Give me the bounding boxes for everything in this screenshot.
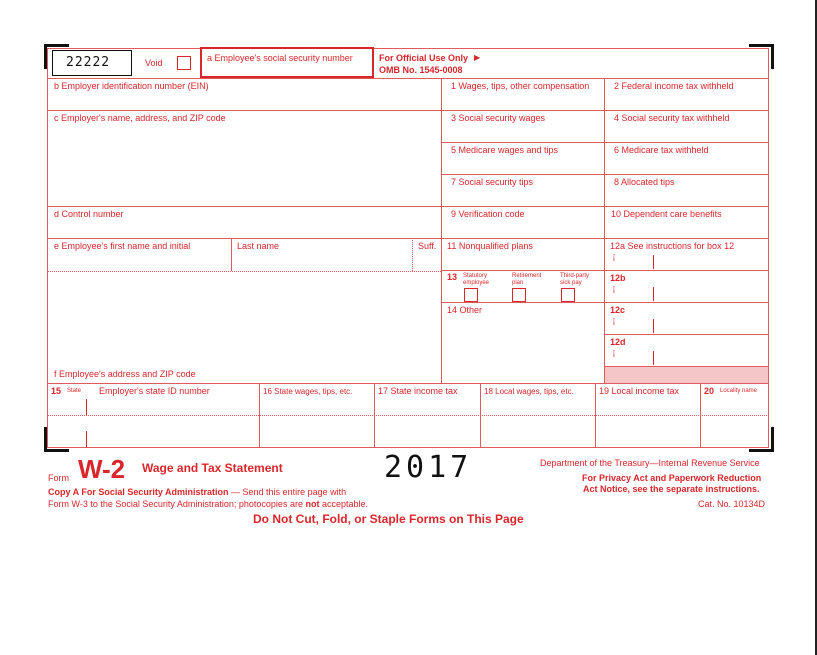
employee-suffix-field[interactable]: [413, 252, 440, 270]
employee-first-name-label: e Employee's first name and initial: [54, 241, 191, 251]
box-16-field-1[interactable]: [260, 398, 373, 414]
retirement-plan-label: Retirement plan: [512, 273, 542, 286]
box-12c-field[interactable]: [656, 318, 767, 333]
shaded-cell: [605, 367, 768, 383]
box-15-state-field-2[interactable]: [48, 417, 85, 446]
box-17-field-2[interactable]: [375, 417, 479, 446]
box-7-label: 7 Social security tips: [451, 177, 534, 187]
box-18-field-1[interactable]: [481, 398, 594, 414]
box-2-label: 2 Federal income tax withheld: [614, 81, 734, 91]
box-16-label: 16 State wages, tips, etc.: [263, 387, 353, 396]
box-3-label: 3 Social security wages: [451, 113, 546, 123]
box-4-field[interactable]: [605, 124, 767, 141]
box-1-label: 1 Wages, tips, other compensation: [451, 81, 590, 91]
box-19-field-1[interactable]: [596, 398, 699, 414]
box-20-field-1[interactable]: [701, 398, 767, 414]
void-label: Void: [145, 58, 163, 68]
box-12b-label: 12b: [610, 273, 626, 283]
employer-ein-field[interactable]: [48, 92, 440, 109]
box-8-field[interactable]: [605, 188, 767, 205]
omb-number: OMB No. 1545-0008: [379, 65, 463, 75]
box-15-id-field-1[interactable]: [88, 398, 258, 414]
box-20-field-2[interactable]: [701, 417, 767, 446]
statutory-employee-checkbox[interactable]: [464, 288, 478, 302]
box-12d-code-label: Code: [612, 350, 616, 358]
box-15-state-field-1[interactable]: [48, 398, 85, 414]
box-18-field-2[interactable]: [481, 417, 594, 446]
box-12d-field[interactable]: [656, 350, 767, 365]
employee-address-label: f Employee's address and ZIP code: [54, 369, 196, 379]
box-11-field[interactable]: [442, 252, 603, 269]
employee-last-name-field[interactable]: [232, 252, 411, 270]
form-title: Wage and Tax Statement: [142, 461, 283, 475]
copy-a-not: not: [305, 499, 320, 509]
third-party-sick-pay-label: Third-party sick pay: [560, 273, 590, 286]
box-4-label: 4 Social security tax withheld: [614, 113, 730, 123]
department-label: Department of the Treasury—Internal Revenue Service: [540, 458, 760, 468]
box-20-locality-label: Locality name: [720, 388, 758, 394]
box-12a-code-label: Code: [612, 254, 616, 262]
do-not-cut-warning: Do Not Cut, Fold, or Staple Forms on This Page: [253, 512, 524, 526]
box-3-field[interactable]: [442, 124, 603, 141]
tax-year: 2017: [384, 450, 473, 485]
box-9-label: 9 Verification code: [451, 209, 525, 219]
box-9-field[interactable]: [442, 220, 603, 237]
copy-a-line-2: [48, 499, 368, 510]
privacy-line-2: Act Notice, see the separate instructions.: [583, 484, 760, 494]
box-16-field-2[interactable]: [260, 417, 373, 446]
control-number-label: d Control number: [54, 209, 124, 219]
box-14-field[interactable]: [442, 317, 603, 382]
box-20-label: 20: [704, 386, 715, 396]
box-17-field-1[interactable]: [375, 398, 479, 414]
employee-ssn-label: a Employee's social security number: [207, 53, 353, 63]
form-name: W-2: [78, 454, 126, 484]
box-19-label: 19 Local income tax: [599, 386, 680, 396]
box-10-label: 10 Dependent care benefits: [611, 209, 722, 219]
box-2-field[interactable]: [605, 92, 767, 109]
form-label: Form: [48, 473, 69, 483]
box-12b-code-label: Code: [612, 286, 616, 294]
box-12a-field[interactable]: [656, 254, 767, 269]
statutory-employee-label: Statutory employee: [463, 273, 490, 286]
box-14-label: 14 Other: [447, 305, 483, 315]
box-12d-label: 12d: [610, 337, 626, 347]
employee-last-name-label: Last name: [237, 241, 280, 251]
box-12a-label: 12a See instructions for box 12: [610, 241, 735, 251]
retirement-plan-checkbox[interactable]: [512, 288, 526, 302]
box-13-label: 13: [447, 272, 458, 282]
official-use-label: For Official Use Only: [379, 53, 469, 63]
box-1-field[interactable]: [442, 92, 603, 109]
copy-a-line-2-pre: Form W-3 to the Social Security Administration; photocopies are: [48, 499, 306, 509]
employee-suffix-label: Suff.: [418, 241, 437, 251]
copy-a-heading: Copy A For Social Security Administration: [48, 487, 229, 497]
privacy-line-1: For Privacy Act and Paperwork Reduction: [582, 473, 762, 483]
copy-a-line-1: [48, 487, 346, 498]
employer-name-address-label: c Employer's name, address, and ZIP code: [54, 113, 226, 123]
box-15-label: 15: [51, 386, 62, 396]
employer-name-address-field[interactable]: [48, 124, 440, 205]
box-12b-field[interactable]: [656, 286, 767, 301]
box-15-id-field-2[interactable]: [88, 417, 258, 446]
box-12c-code-label: Code: [612, 318, 616, 326]
box-17-label: 17 State income tax: [378, 386, 458, 396]
third-party-sick-pay-checkbox[interactable]: [561, 288, 575, 302]
box-15-employer-state-id-label: Employer's state ID number: [99, 386, 210, 396]
void-checkbox[interactable]: [177, 56, 191, 70]
box-18-label: 18 Local wages, tips, etc.: [484, 387, 574, 396]
corner-mark-top-right: [749, 44, 774, 69]
box-5-field[interactable]: [442, 156, 603, 173]
box-19-field-2[interactable]: [596, 417, 699, 446]
box-6-field[interactable]: [605, 156, 767, 173]
employer-ein-label: b Employer identification number (EIN): [54, 81, 209, 91]
control-number-field[interactable]: [48, 220, 440, 237]
box-6-label: 6 Medicare tax withheld: [614, 145, 709, 155]
copy-a-rest: — Send this entire page with: [228, 487, 347, 497]
form-id-number: 22222: [66, 55, 111, 70]
arrow-right-icon: ▶: [474, 53, 481, 62]
box-10-field[interactable]: [605, 220, 767, 237]
employee-address-field[interactable]: [48, 273, 440, 367]
box-12c-label: 12c: [610, 305, 626, 315]
box-15-state-label: State: [67, 388, 82, 394]
box-5-label: 5 Medicare wages and tips: [451, 145, 559, 155]
box-11-label: 11 Nonqualified plans: [447, 241, 533, 251]
copy-a-line-2-post: acceptable.: [319, 499, 368, 509]
employee-first-name-field[interactable]: [48, 252, 230, 270]
cat-number: Cat. No. 10134D: [698, 499, 766, 509]
box-7-field[interactable]: [442, 188, 603, 205]
box-8-label: 8 Allocated tips: [614, 177, 675, 187]
